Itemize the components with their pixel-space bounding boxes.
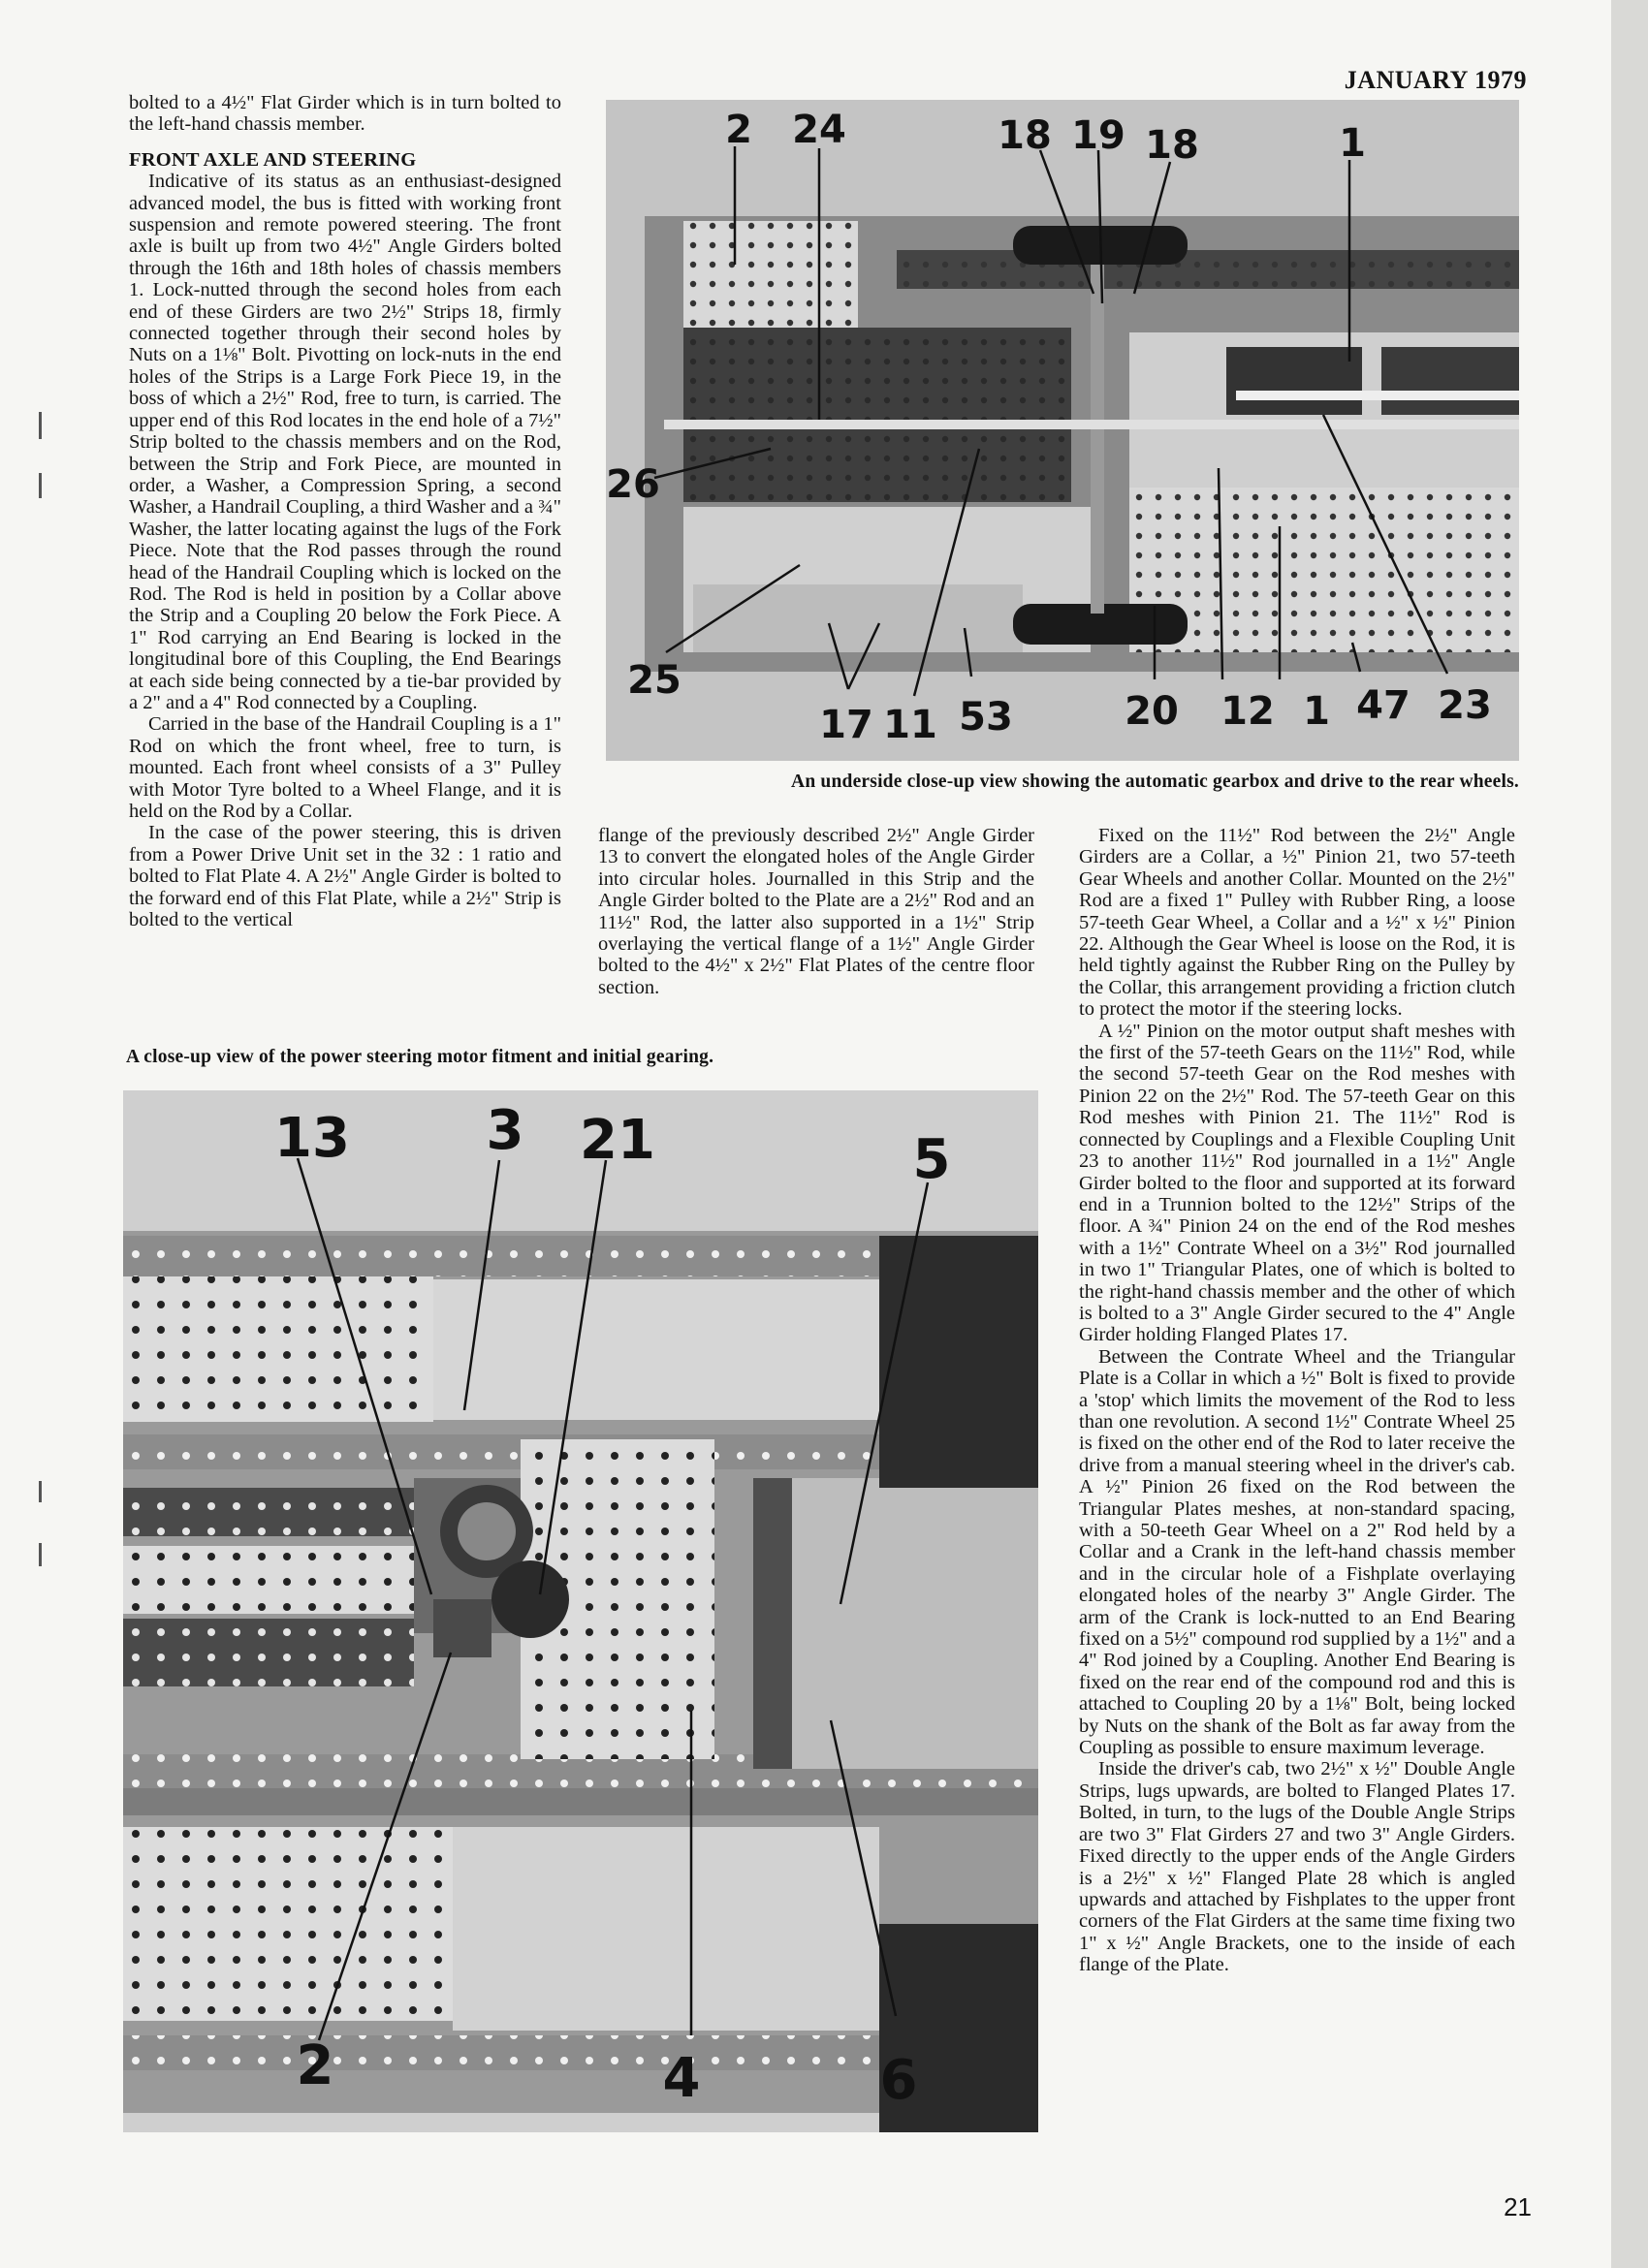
callout-label: 17 xyxy=(819,703,873,747)
callout-label: 2 xyxy=(725,108,752,152)
callout-label: 12 xyxy=(1220,689,1275,734)
photo-caption: A close-up view of the power steering motor fitment and initial gearing. xyxy=(126,1047,714,1067)
margin-mark xyxy=(39,473,42,498)
callout-label: 1 xyxy=(1339,121,1366,166)
callout-label: 11 xyxy=(883,703,937,747)
article-column-3 xyxy=(1079,825,1515,1976)
callout-label: 5 xyxy=(912,1128,951,1191)
callout-label: 2 xyxy=(296,2034,334,2097)
callout-label: 19 xyxy=(1071,113,1125,158)
paragraph: Between the Contrate Wheel and the Triangular Plate is a Collar in which a ½" Bolt is fixed to provide a 'stop' which limits the movement of the Rod to less than one revolution. A second 1½" Contrate Wheel 25 is fixed on the other end of the Rod to later receive the drive from a manual steering wheel in the driver's cab. A ½" Pinion 26 fixed on the Rod between the Triangular Plates meshes, at non-standard spacing, with a 50-teeth Gear Wheel on a 2" Rod held by a Collar and a Crank in the left-hand chassis member and in the circular hole of a Fishplate overlaying elongated holes of the nearby 3" Angle Girder. The arm of the Crank is lock-nutted to an End Bearing fixed on a 5½" compound rod supplied by a 1½" and a 4" Rod joined by a Coupling. Another End Bearing is fixed on the rear end of the compound rod and this is attached to Coupling 20 by a 1⅛" Bolt, being locked by Nuts on the shank of the Bolt as far away from the Coupling as possible to ensure maximum leverage. xyxy=(1079,1345,1515,1759)
section-heading: FRONT AXLE AND STEERING xyxy=(129,148,417,171)
photo-caption: An underside close-up view showing the automatic gearbox and drive to the rear wheels. xyxy=(791,772,1519,792)
callout-label: 4 xyxy=(662,2047,701,2110)
paragraph: Fixed on the 11½" Rod between the 2½" Angle Girders are a Collar, a ½" Pinion 21, two 57-teeth Gear Wheels and another Collar. Mounted on the 2½" Rod are a fixed 1" Pulley with Rubber Ring, a loose 57-teeth Gear Wheel, a Collar and a ½" x ½" Pinion 22. Although the Gear Wheel is loose on the Rod, it is held tightly against the Rubber Ring on the Pulley by the Collar, this arrangement providing a friction clutch to protect the motor if the steering locks. xyxy=(1079,825,1515,1021)
callout-label: 3 xyxy=(486,1099,524,1162)
callout-label: 1 xyxy=(1303,689,1330,734)
callout-label: 53 xyxy=(959,695,1013,740)
callout-label: 21 xyxy=(580,1109,655,1172)
article-column-2 xyxy=(598,825,1034,998)
callout-label: 20 xyxy=(1125,689,1179,734)
underside-gearbox-photo xyxy=(606,100,1519,761)
callout-label: 25 xyxy=(627,658,681,703)
page-number: 21 xyxy=(1504,2192,1532,2221)
callout-label: 24 xyxy=(792,108,846,152)
callout-label: 18 xyxy=(1145,123,1199,168)
paragraph: flange of the previously described 2½" Angle Girder 13 to convert the elongated holes of the Angle Girder into circular holes. Journalled in this Strip and the Angle Girder bolted to the Plate are a 2½" Rod and an 11½" Rod, the latter also supported in a 1½" Strip overlaying the vertical flange of a 1½" Angle Girder bolted to the 4½" x 2½" Flat Plates of the centre floor section. xyxy=(598,825,1034,998)
paragraph: Inside the driver's cab, two 2½" x ½" Double Angle Strips, lugs upwards, are bolted to Flanged Plates 17. Bolted, in turn, to the lugs of the Double Angle Strips are two 3" Flat Girders 27 and two 3" Angle Girders. Fixed directly to the upper ends of the Angle Girders is a 2½" x ½" Flanged Plate 28 which is angled upwards and attached by Fishplates to the upper front corners of the Flat Girders at the same time fixing two 1" x ½" Angle Brackets, one to the inside of each flange of the Plate. xyxy=(1079,1758,1515,1976)
callout-label: 13 xyxy=(274,1107,350,1170)
margin-mark xyxy=(39,1543,42,1566)
paragraph: Carried in the base of the Handrail Coupling is a 1" Rod on which the front wheel, free to turn, is mounted. Each front wheel consists of a 3" Pulley with Motor Tyre bolted to a Wheel Flange, and it is held on the Rod by a Collar. xyxy=(129,713,561,822)
paragraph: bolted to a 4½" Flat Girder which is in turn bolted to the left-hand chassis member. xyxy=(129,92,561,136)
callout-label: 47 xyxy=(1356,683,1410,728)
callout-label: 26 xyxy=(606,462,660,507)
paragraph: In the case of the power steering, this is driven from a Power Drive Unit set in the 32 : 1 ratio and bolted to Flat Plate 4. A 2½" Angle Girder is bolted to the forward end of this Flat Plate, while a 2½" Strip is bolted to the vertical xyxy=(129,822,561,931)
paragraph: Indicative of its status as an enthusiast-designed advanced model, the bus is fitted with working front suspension and remote powered steering. The front axle is built up from two 4½" Angle Girders bolted through the 16th and 18th holes of chassis members 1. Lock-nutted through the second holes from each end of these Girders are two 2½" Strips 18, firmly connected together through their second holes by Nuts on a 1⅛" Bolt. Pivotting on lock-nuts in the end holes of the Strips is a Large Fork Piece 19, in the boss of which a 2½" Rod, free to turn, is carried. The upper end of this Rod locates in the end hole of a 7½" Strip bolted to the chassis members and on the Rod, between the Strip and Fork Piece, are mounted in order, a Washer, a Compression Spring, a second Washer, a Handrail Coupling, a third Washer and a ¾" Washer, the latter locating against the lugs of the Fork Piece. Note that the Rod passes through the round head of the Handrail Coupling which is locked on the Rod. The Rod is held in position by a Collar above the Strip and a Coupling 20 below the Fork Piece. A 1" Rod carrying an End Bearing is locked in the longitudinal bore of this Coupling, the End Bearings at each side being connected by a tie-bar provided by a 2" and a 4" Rod connected by a Coupling. xyxy=(129,171,561,713)
paragraph: A ½" Pinion on the motor output shaft meshes with the first of the 57-teeth Gears on the 11½" Rod, while the second 57-teeth Gear on the Rod meshes with Pinion 22 on the 2½" Rod. The 57-teeth Gear on this Rod meshes with Pinion 21. The 11½" Rod is connected by Couplings and a Flexible Coupling Unit 23 to another 11½" Rod journalled in a 1½" Angle Girder bolted to the floor and supported at its forward end in a Trunnion bolted to the 12½" Strips of the floor. A ¾" Pinion 24 on the end of the Rod meshes with a 1½" Contrate Wheel on a 3½" Rod journalled in two 1" Triangular Plates, one of which is bolted to the right-hand chassis member and the other of which is bolted to a 3" Angle Girder secured to the 4" Angle Girder holding Flanged Plates 17. xyxy=(1079,1020,1515,1346)
callout-label: 23 xyxy=(1438,683,1492,728)
callout-label: 6 xyxy=(879,2049,918,2112)
callout-label: 18 xyxy=(998,113,1052,158)
margin-mark xyxy=(39,412,42,439)
margin-mark xyxy=(39,1481,42,1502)
issue-date: JANUARY 1979 xyxy=(1344,66,1527,94)
power-steering-photo xyxy=(123,1090,1038,2132)
article-column-1 xyxy=(129,92,561,930)
page-edge xyxy=(1611,0,1648,2268)
